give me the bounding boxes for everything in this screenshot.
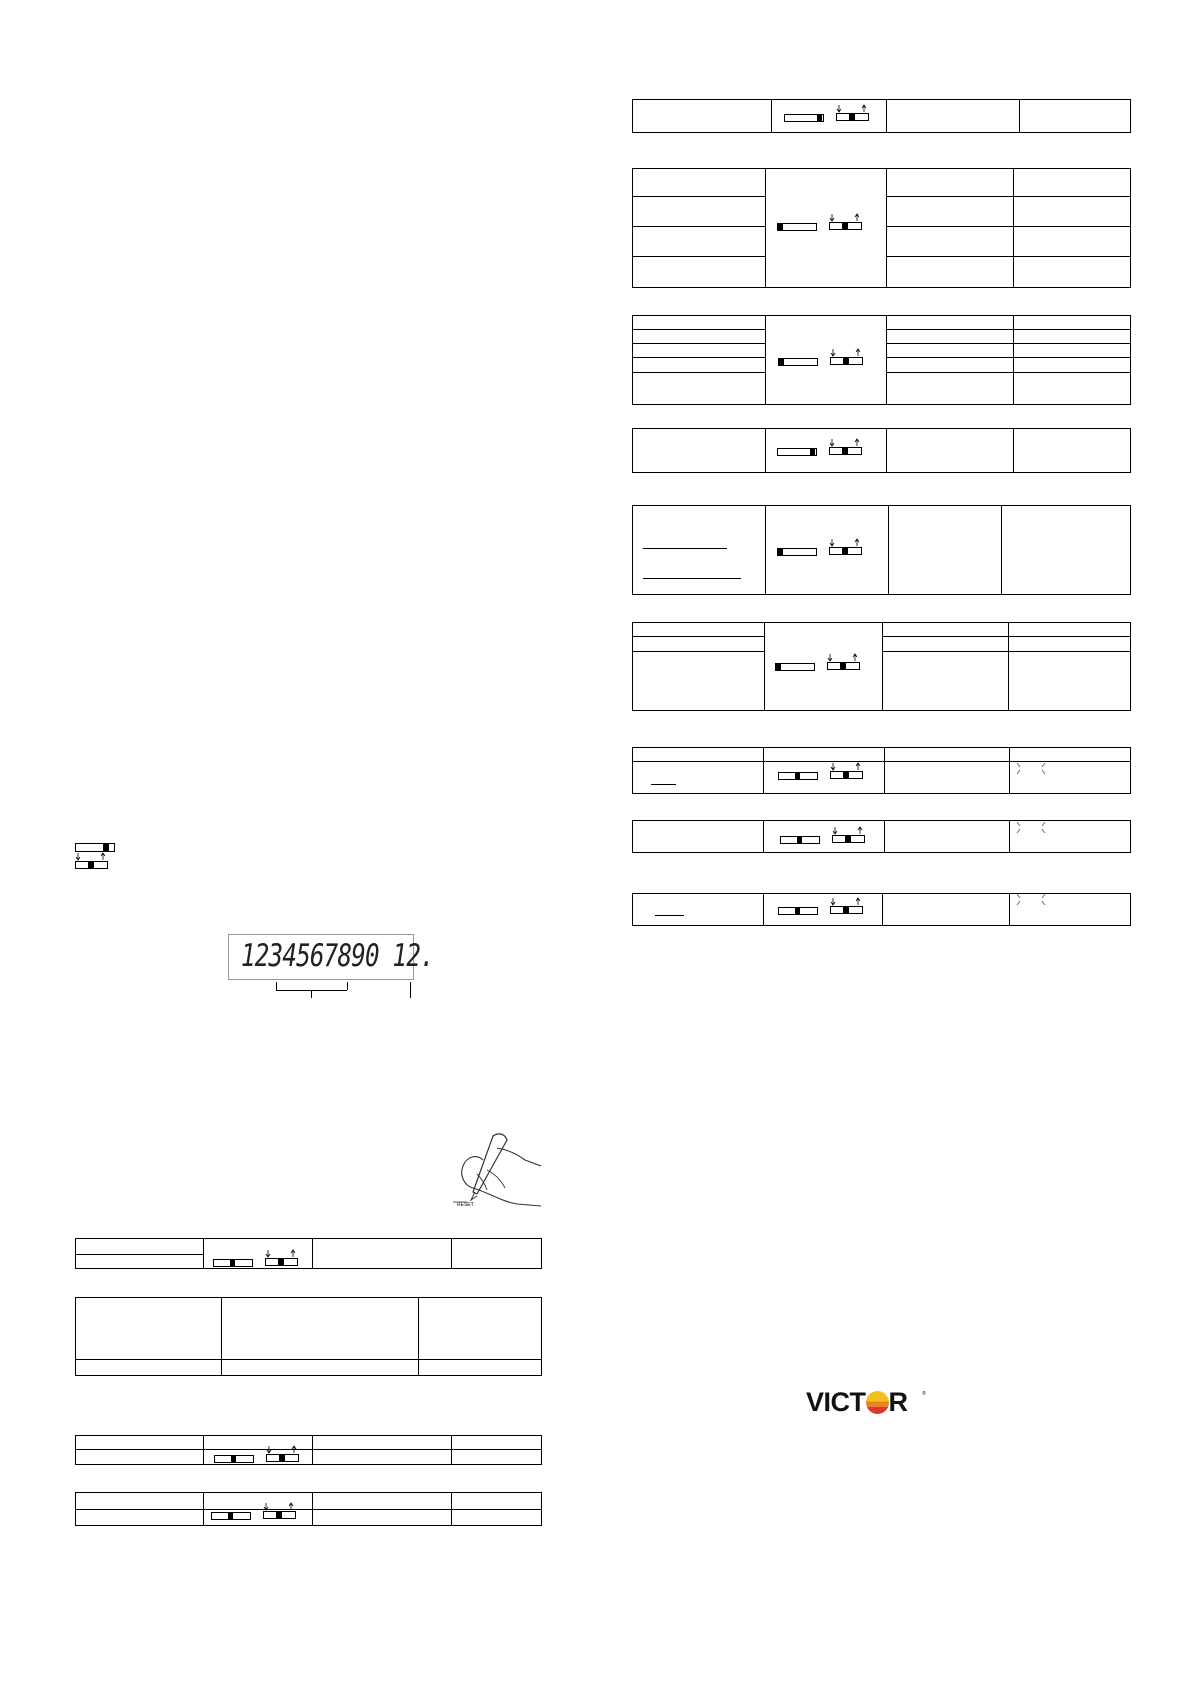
col-divider xyxy=(1009,820,1010,853)
round-switch-icon xyxy=(266,1444,300,1464)
row-divider xyxy=(632,226,765,227)
col-divider xyxy=(203,1435,204,1465)
round-switch-icon xyxy=(829,537,863,557)
bracket-pointer xyxy=(311,990,312,998)
col-divider xyxy=(1008,622,1009,711)
sun-logo-icon xyxy=(866,1391,889,1414)
table-right-2 xyxy=(632,168,1131,288)
lcd-display xyxy=(228,934,434,980)
col-divider xyxy=(765,428,766,473)
col-divider xyxy=(882,893,883,926)
col-divider xyxy=(418,1297,419,1376)
table-left-2 xyxy=(75,1297,542,1376)
col-divider xyxy=(886,168,887,288)
logo-text-right: R xyxy=(888,1387,908,1417)
slide-switch-icon xyxy=(778,358,818,368)
underline xyxy=(651,784,676,785)
col-divider xyxy=(451,1492,452,1526)
row-divider xyxy=(632,329,765,330)
slide-switch-icon xyxy=(213,1259,253,1269)
round-switch-icon xyxy=(827,652,861,672)
row-divider xyxy=(886,372,1131,373)
round-switch-icon xyxy=(830,761,864,781)
col-divider xyxy=(884,820,885,853)
col-divider xyxy=(765,505,766,595)
row-divider xyxy=(886,256,1131,257)
col-divider xyxy=(886,99,887,133)
col-divider xyxy=(1013,315,1014,405)
row-divider xyxy=(75,1449,542,1450)
hand-pen-reset-icon xyxy=(447,1130,543,1210)
flash-mark-icon xyxy=(1015,821,1047,835)
row-divider xyxy=(886,226,1131,227)
slide-switch-icon xyxy=(778,907,818,917)
trademark-mark: ® xyxy=(922,1391,926,1397)
col-divider xyxy=(886,428,887,473)
col-divider xyxy=(765,168,766,288)
round-switch-icon xyxy=(829,437,863,457)
slide-switch-icon xyxy=(777,548,817,558)
slide-switch-icon xyxy=(211,1512,251,1522)
underline xyxy=(643,548,727,549)
row-divider xyxy=(882,651,1131,652)
slide-switch-icon xyxy=(777,223,817,233)
row-divider xyxy=(75,1359,542,1360)
svg-text:RESET: RESET xyxy=(457,1202,474,1208)
col-divider xyxy=(1009,747,1010,794)
col-divider xyxy=(771,99,772,133)
row-divider xyxy=(632,651,764,652)
round-switch-icon xyxy=(836,103,870,123)
flash-mark-icon xyxy=(1015,762,1047,776)
bracket-left xyxy=(276,982,277,990)
round-switch-icon xyxy=(829,212,863,232)
table-right-1 xyxy=(632,99,1131,133)
col-divider xyxy=(1001,505,1002,595)
table-right-4 xyxy=(632,428,1131,473)
victor-logo xyxy=(806,1389,908,1415)
col-divider xyxy=(1019,99,1020,133)
lcd-digits: 1234567890 12. xyxy=(241,938,434,974)
row-divider xyxy=(886,196,1131,197)
col-divider xyxy=(312,1238,313,1269)
col-divider xyxy=(312,1492,313,1526)
row-divider xyxy=(75,1254,203,1255)
row-divider xyxy=(632,761,1131,762)
col-divider xyxy=(451,1238,452,1269)
row-divider xyxy=(882,636,1131,637)
row-divider xyxy=(886,329,1131,330)
col-divider xyxy=(882,622,883,711)
col-divider xyxy=(203,1492,204,1526)
col-divider xyxy=(451,1435,452,1465)
underline xyxy=(643,578,741,579)
row-divider xyxy=(632,256,765,257)
row-divider xyxy=(75,1509,542,1510)
bracket-right xyxy=(347,982,348,990)
col-divider xyxy=(765,315,766,405)
round-switch-icon xyxy=(830,896,864,916)
row-divider xyxy=(632,343,765,344)
col-divider xyxy=(764,622,765,711)
round-switch-icon xyxy=(832,825,866,845)
underline xyxy=(655,915,684,916)
round-switch-icon xyxy=(263,1501,297,1521)
table-right-5 xyxy=(632,505,1131,595)
slide-switch-icon xyxy=(775,663,815,673)
col-divider xyxy=(763,747,764,794)
row-divider xyxy=(632,636,764,637)
col-divider xyxy=(886,315,887,405)
col-divider xyxy=(763,893,764,926)
slide-switch-icon xyxy=(784,114,824,124)
sign-pointer xyxy=(410,982,411,998)
round-switch-icon xyxy=(830,347,864,367)
col-divider xyxy=(312,1435,313,1465)
table-right-7 xyxy=(632,747,1131,794)
row-divider xyxy=(886,343,1131,344)
col-divider xyxy=(221,1297,222,1376)
flash-mark-icon xyxy=(1015,893,1047,907)
table-right-8 xyxy=(632,820,1131,853)
slide-switch-icon xyxy=(214,1455,254,1465)
col-divider xyxy=(763,820,764,853)
slide-switch-icon xyxy=(777,448,817,458)
round-switch-icon xyxy=(265,1248,299,1268)
col-divider xyxy=(1013,428,1014,473)
col-divider xyxy=(1013,168,1014,288)
slide-switch-icon xyxy=(780,836,820,846)
col-divider xyxy=(1009,893,1010,926)
logo-text-left: VICT xyxy=(806,1387,866,1417)
row-divider xyxy=(632,196,765,197)
row-divider xyxy=(886,357,1131,358)
table-left-3 xyxy=(75,1435,542,1465)
row-divider xyxy=(632,357,765,358)
col-divider xyxy=(884,747,885,794)
row-divider xyxy=(632,372,765,373)
round-switch-icon xyxy=(75,851,109,871)
slide-switch-icon xyxy=(778,772,818,782)
col-divider xyxy=(888,505,889,595)
col-divider xyxy=(203,1238,204,1269)
